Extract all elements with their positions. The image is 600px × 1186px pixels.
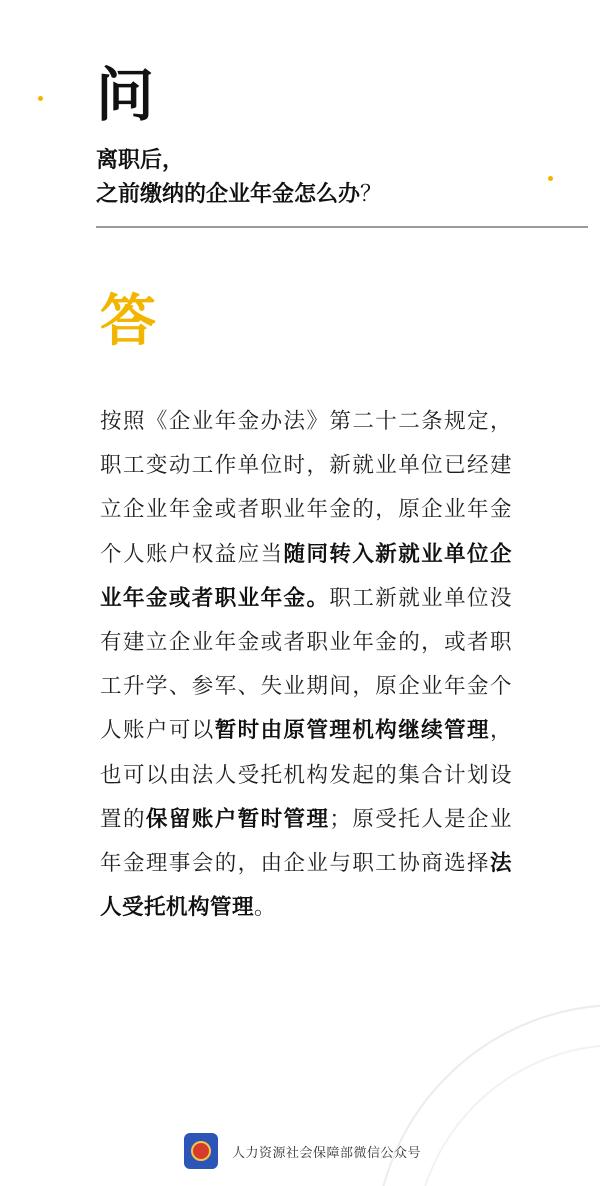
answer-emphasis: 保留账户暂时管理: [145, 806, 330, 832]
answer-text: 按照《企业年金办法》第二十二条规定，职工变动工作单位时，新就业单位已经建立企业年金或者职业年金的，原企业年金个人账户权益应当: [100, 409, 512, 567]
footer: [184, 1133, 421, 1169]
answer-text: ；原受托人是企业年金理事会的，由企业与职工协商选择: [100, 806, 512, 877]
answer-emphasis: 暂时由原管理机构继续管理: [214, 718, 490, 744]
decor-arc-inner: [415, 1045, 600, 1186]
footer-text: 人力资源社会保障部微信公众号: [232, 1145, 422, 1161]
question-line-1: 离职后，: [96, 148, 185, 173]
answer-glyph: 答: [100, 289, 156, 354]
answer-text: 。: [254, 895, 277, 921]
question-line-2-text: 之前缴纳的企业年金怎么办: [96, 182, 361, 207]
national-emblem-icon: [184, 1133, 218, 1169]
answer-text: ，也可以由法人受托机构发起的集合计划设置的: [100, 718, 512, 832]
question-glyph: 问: [96, 61, 155, 129]
answer-text: 职工新就业单位没有建立企业年金或者职业年金的，或者职工升学、参军、失业期间，原企业年金个人账户可以: [100, 585, 512, 744]
answer-emphasis: 法人受托机构管理: [100, 851, 512, 921]
emblem-core: [191, 1141, 211, 1161]
question-mark: ？: [360, 182, 383, 207]
answer-emphasis: 随同转入新就业单位企业年金或者职业年金。: [100, 541, 512, 611]
